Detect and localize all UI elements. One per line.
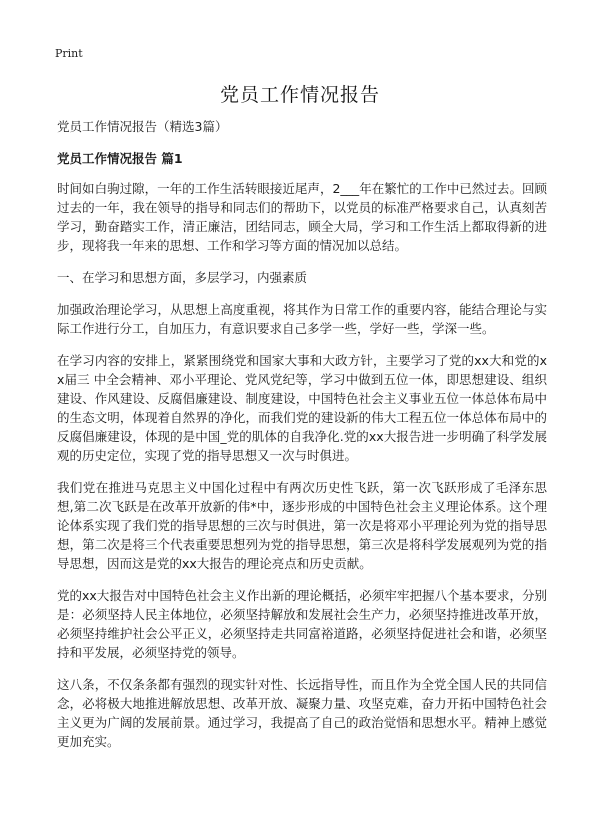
document-title: 党员工作情况报告 bbox=[219, 84, 380, 106]
paragraph-conclusion: 这八条，不仅条条都有强烈的现实针对性、长远指导性，而且作为全党全国人民的共同信念，必将极大地推进解放思想、改革开放、凝聚力量、攻坚克难，奋力开拓中国特色社会主义更为广阔的发展前景。通过学习，我提高了自己的政治觉悟和思想水平。精神上感觉更加充实。 bbox=[57, 677, 547, 749]
paragraph-study-content: 在学习内容的安排上，紧紧围绕党和国家大事和大政方针，主要学习了党的xx大和党的xx届三 中全会精神、邓小平理论、党风党纪等，学习中做到五位一体，即思想建设、组织建设、作风建设、反腐倡廉建设、制度建设，中国特色社会主义事业五位一体总体布局中的生态文明，体现着自然界的净化，而我们党的建设新的伟大工程五位一体总体布局中的反腐倡廉建设，体现的是中国_党的肌体的自我净化.党的xx大报告进一步明确了科学发展观的历史定位，实现了党的指导思想又一次与时俱进。 bbox=[57, 353, 547, 463]
paragraph-theory-study: 加强政治理论学习，从思想上高度重视，将其作为日常工作的重要内容，能结合理论与实际工作进行分工，自加压力，有意识要求自己多学一些，学好一些，学深一些。 bbox=[57, 302, 547, 336]
print-link[interactable]: Print bbox=[55, 47, 83, 60]
paragraph-intro: 时间如白驹过隙，一年的工作生活转眼接近尾声，2___年在繁忙的工作中已然过去。回顾过去的一年，我在领导的指导和同志们的帮助下，以党员的标准严格要求自己，认真刻苦学习，勤奋踏实工作，清正廉洁，团结同志，顾全大局，学习和工作生活上都取得新的进步，现将我一年来的思想、工作和学习等方面的情况加以总结。 bbox=[57, 181, 547, 253]
section-heading: 党员工作情况报告 篇1 bbox=[57, 151, 183, 166]
paragraph-subheading: 一、在学习和思想方面，多层学习，内强素质 bbox=[57, 270, 308, 285]
document-subtitle: 党员工作情况报告（精选3篇） bbox=[57, 119, 228, 134]
paragraph-eight-requirements: 党的xx大报告对中国特色社会主义作出新的理论概括，必须牢牢把握八个基本要求，分别是：必须坚持人民主体地位，必须坚持解放和发展社会生产力，必须坚持推进改革开放，必须坚持维护社会公平正义，必须坚持走共同富裕道路，必须坚持促进社会和谐，必须坚持和平发展，必须坚持党的领导。 bbox=[57, 588, 547, 660]
document-body bbox=[57, 118, 547, 764]
paragraph-historic-leaps: 我们党在推进马克思主义中国化过程中有两次历史性飞跃，第一次飞跃形成了毛泽东思想,第二次飞跃是在改革开放新的伟*中，逐步形成的中国特色社会主义理论体系。这个理论体系实现了我们党的指导思想的三次与时俱进，第一次是将邓小平理论列为党的指导思想，第二次是将三个代表重要思想列为党的指导思想，第三次是将科学发展观列为党的指导思想，因而这是党的xx大报告的理论亮点和历史贡献。 bbox=[57, 480, 547, 571]
